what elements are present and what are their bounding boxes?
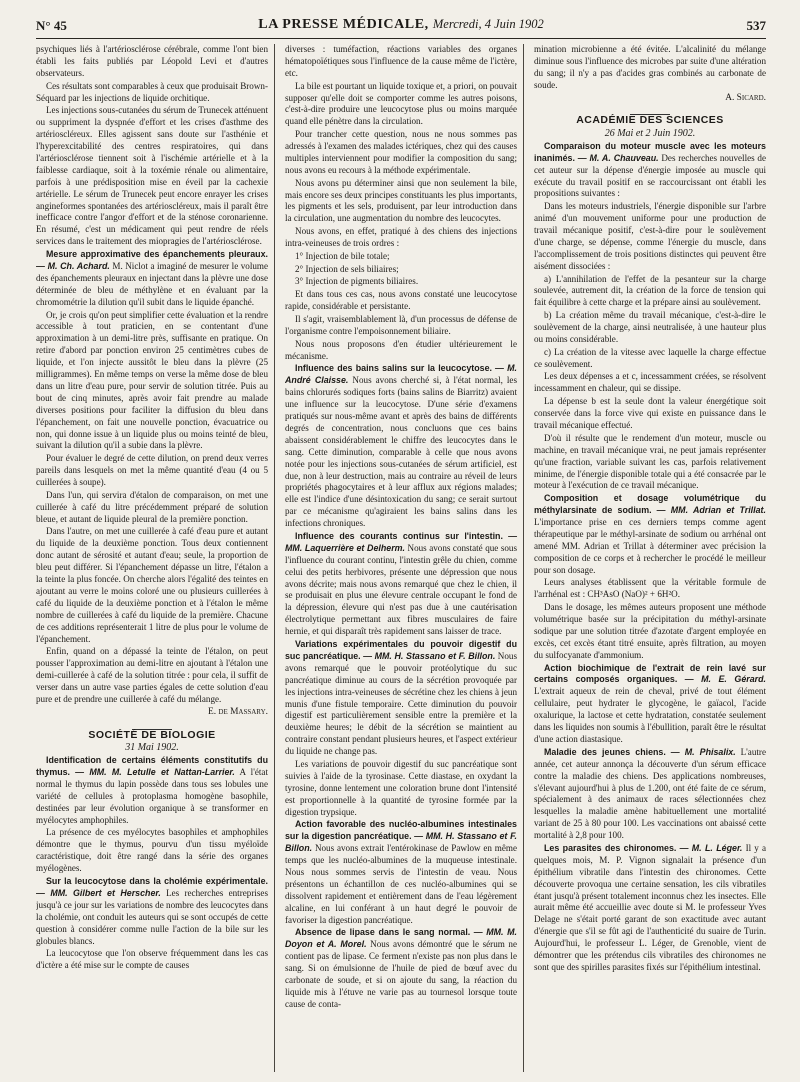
paragraph: Les deux dépenses a et c, incessamment créées, se résolvent incessamment en chaleur, qui se dissipe. [534,371,766,394]
paragraph: Et dans tous ces cas, nous avons constaté une leucocytose rapide, considérable et persistante. [285,289,517,312]
paragraph: La présence de ces myélocytes basophiles et amphophiles démontre que le thymus, pourvu d'un tissu myéloïde caractéristique, doit être rangé dans la série des organes myélogènes. [36,827,268,874]
article-lead [285,819,517,926]
article-title: Action biochimique de l'extrait de rein lavé sur certains composés organiques. [534,662,766,685]
paragraph: Les variations de pouvoir digestif du suc pancréatique sont suivies à l'aide de la tyrosinase. Cette diastase, en oxydant la tyrosine, donne lentement une coloration brune dont l'intensité est proportionnelle à la quantité de tyrosine formée par la digestion trypsique. [285,758,517,817]
paragraph: c) La création de la vitesse avec laquelle la charge effectue ce soulèvement. [534,346,766,369]
article-text: Des recherches nouvelles de cet auteur sur la dépense d'énergie imposée au muscle qui exécute du travail positif en se raccourcissant ont établi les propositions suivantes : [534,152,766,199]
article-lead [36,249,268,309]
article-lead [36,876,268,947]
paragraph: Leurs analyses établissent que la véritable formule de l'arrhénal est : CH³AsO (NaO)² + 6H²O. [534,577,766,600]
article-text: M. Niclot a imaginé de mesurer le volume des épanchements pleuraux en injectant dans la plèvre une dose déterminée de bleu de méthylène et en évaluant par la chromométrie la dilution qu'il subit dans le liquide épanché. [36,260,269,307]
paragraph: b) La création même du travail mécanique, c'est-à-dire le soulèvement de la charge, ainsi neutralisée, à une hauteur plus ou moins considérable. [534,310,766,344]
article-author: — M. André Claisse. [285,363,517,386]
article-lead [285,639,517,758]
article-text: Nous avons remarqué que le pouvoir protéolytique du suc pancréatique diminue au cours de la sécrétion provoquée par les injections intra-veineuses de sécrétine chez les chiens à jeun munis d'une fistule temporaire. Cette diminution du pouvoir digestif est particulièrement sensible entre la première et la deuxième heures; le débit de la sécrétion se maintient au contraire constant pendant plusieurs heures, et l'aspect extérieur du liquide ne change pas. [285,650,517,757]
journal-title: LA PRESSE MÉDICALE, [258,17,429,32]
article-title: Maladie des jeunes chiens. [544,746,666,757]
article-author: — M. A. Chauveau. [577,152,659,163]
section-heading: SOCIÉTÉ DE BIOLOGIE [88,728,216,741]
article-text: L'importance prise en ces derniers temps comme agent thérapeutique par le méthyl-arsinate de sodium ou arrhénal ont amené MM. Adrian et Trillat à déterminer avec précision la composition de ce corps et à rechercher le procédé le meilleur pour son dosage. [534,517,766,575]
paragraph: a) L'annihilation de l'effet de la pesanteur sur la charge soulevée, autrement dit, la création de la force de tension qui fait équilibre à cette charge et la prépare ainsi au soulèvement. [534,273,766,308]
article-lead [534,663,766,746]
paragraph: diverses : tuméfaction, réactions variables des organes hématopoïétiques sous l'influence de la cause même de l'ictère, etc. [285,44,517,78]
article-text: Nous avons démontré que le sérum ne contient pas de lipase. Ce ferment n'existe pas non plus dans le sang. Si on émulsionne de l'huile de pied de bœuf avec du carbonate de soude, et si on ajoute du sang, la réaction du liquide mis à l'étuve ne varie pas au tournesol lorsque toute cause de conta- [285,939,518,1009]
article-title: Identification de certains éléments constitutifs du thymus. [36,755,268,778]
article-author: — MM. M. Doyon et A. Morel. [285,927,517,950]
article-lead [36,755,268,826]
article-author: — M. E. Gérard. [684,674,766,685]
article-author: — M. Phisalix. [670,746,736,757]
paragraph: Nous avons, en effet, pratiqué à des chiens des injections intra-veineuses de trois ordres : [285,226,517,249]
paragraph: Dans le dosage, les mêmes auteurs proposent une méthode volumétrique basée sur la précipitation du méthyl-arsinate sodique par une solution titrée d'azotate d'argent employée en excès, cet excès étant titré ensuite, après filtration, au moyen du sulfocyanate d'ammonium. [534,602,766,660]
article-title: Les parasites des chironomes. [544,842,677,853]
article-text: Nous avons extrait l'entérokinase de Pawlow en même temps que les nucléo-albumines de la muqueuse intestinale. Nous nous sommes servis de l'intestin de veau. Nous présentons un échantillon de ces nucléo-albumines qui se dissolvent rapidement et entièrement dans de l'eau légèrement alcaline, en lui conférant à un haut degré le pouvoir de favoriser la digestion pancréatique. [285,843,517,925]
article-title: Mesure approximative des épanchements pleuraux. [46,249,268,260]
article-author: — M. Ch. Achard. [36,260,110,271]
article-text: Nous avons cherché si, à l'état normal, les bains chlorurés sodiques forts (bains salins de Biarritz) avaient une influence sur la leucocytose. D'une série d'examens pratiqués sur nous-même avant et après des bains de différents degrés de concentration, nous concluons que ces bains abaissent considérablement le chiffre des leucocytes dans le sang. Cette diminution, comparable à celle que nous avons notée pour les injections sous-cutanées de sérum artificiel, est due, non à leur destruction, mais au contraire au réveil de leurs propriétés phagocytaires et à leur afflux aux régions malades; elle est l'indice d'une désintoxication du sang; ce serait surtout par ce mécanisme qu'agiraient les bains salins dans les infections chroniques. [285,375,517,529]
paragraph: D'où il résulte que le rendement d'un moteur, muscle ou machine, en travail mécanique vrai, ne peut jamais représenter qu'une fraction, variable suivant les cas, parfois relativement minime, de l'énergie disponible totale qui a été consacrée par le moteur à l'exécution de ce travail mécanique. [534,432,766,491]
article-title: Composition et dosage volumétrique du méthylarsinate de sodium. [534,493,766,516]
paragraph: Dans l'un, qui servira d'étalon de comparaison, on met une cuillerée à café du litre précédemment préparé de solution bleue, et autant de liquide pleural de la première ponction. [36,489,268,524]
paragraph: Nous nous proposons d'en étudier ultérieurement le mécanisme. [285,338,517,361]
article-author: — MM. Laquerrière et Delherm. [285,530,517,553]
masthead [36,14,766,39]
article-author: — M. L. Léger. [679,842,743,853]
article-text: L'extrait aqueux de rein de cheval, privé de tout élément cellulaire, peut hydrater le glycogène, le gaïacol, l'acide oxalurique, la lactose et cette hydratation, constatée seulement dans les liquides non soumis à l'ébullition, paraît être le résultat d'une action diastasique. [534,686,766,745]
section-date: 31 Mai 1902. [125,742,179,754]
list-item: 2° Injection de sels biliaires; [295,263,399,274]
section-heading: ACADÉMIE DES SCIENCES [576,114,724,127]
list-item: 3° Injection de pigments biliaires. [295,276,419,287]
paragraph: psychiques liés à l'artériosclérose cérébrale, comme l'ont bien établi les faits publiés par Léopold Levi et d'autres observateurs. [36,44,268,78]
article-lead [534,141,766,201]
paragraph: Dans l'autre, on met une cuillerée à café d'eau pure et autant du liquide de la deuxième ponction. Tous deux contiennent donc autant de sérosité et autant d'eau; seule, la proportion de bleu peut différer. Si l'épanchement dépasse un litre, l'étalon a la teinte la plus foncée. On cherche alors l'égalité des teintes en ajoutant au verre le moins coloré une ou plusieurs cuillerées à café du liquide de la deuxième ponction et à l'étalon le même nombre de cuillerées à café du liquide de la première. Chacune de ces additions représenterait 1 litre de plus pour le volume de l'épanchement. [36,526,268,644]
article-title: Comparaison du moteur muscle avec les moteurs inanimés. [534,140,766,163]
issue-date: Mercredi, 4 Juin 1902 [432,17,544,31]
article-text: Nous avons constaté que sous l'influence du courant continu, l'intestin grêle du chien, comme celui des petits herbivores, présente une dépression que nous avons décrite; mais nous avons remarqué que chez le chien, il se produisait en plus une élevure centrale occupant le fond de la dépression, élevure qui n'est pas due à une cautérisation électrolytique permettant aux fibres musculaires de faire hernie, et qui disparaît très rapidement sans laisser de trace. [285,542,517,637]
article-title: Sur la leucocytose dans la cholémie expérimentale. [46,876,268,886]
article-author: — MM. H. Stassano et F. Billon. [285,831,517,854]
paragraph: La leucocytose que l'on observe fréquemment dans les cas d'ictère a été mise sur le compte de causes [36,948,268,971]
article-title: Influence des bains salins sur la leucocytose. [295,363,492,374]
paragraph: La dépense b est la seule dont la valeur énergétique soit conservée dans la force vive qui existe en puissance dans le travail mécanique effectué. [534,396,766,430]
article-title: Absence de lipase dans le sang normal. [295,927,471,938]
journal-title-line [36,17,766,33]
article-text: Il y a quelques mois, M. P. Vignon signalait la présence d'un épithélium vibratile dans l'intestin des chironomes. Cette découverte provoqua une certaine sensation, les cils vibratiles étant jusqu'à présent totalement inconnus chez les insectes. Elle aurait même été accueillie avec doute si M. le professeur Yves Delage ne s'était porté garant de son exactitude avec autant d'énergie que s'il se fût agi de l'authenticité du suaire de Turin. Aujourd'hui, le professeur L. Léger, de Grenoble, vient de démontrer que les prétendus cils vibratiles des chironomes ne sont que des spirilles parasites fixés sur l'épithélium intestinal. [534,842,766,973]
column-2 [285,44,524,1072]
article-lead [534,843,766,974]
column-3 [534,44,766,1072]
article-author: — MM. Gilbert et Herscher. [36,887,161,898]
page-number: 537 [746,18,766,33]
article-text: L'autre année, cet auteur annonça la découverte d'un sérum efficace contre la maladie des chiens. Des applications nombreuses, s'élevant aujourd'hui à plus de 1.200, ont été faite de ce sérum, spécialement à des animaux de races sélectionnées chez lesquelles la maladie amène habituellement une mortalité variant de 25 à 80 pour 100. Les vaccinations ont abaissé cette mortalité à 2,8 pour 100. [534,746,766,841]
signature: A. Sicard. [725,92,766,103]
paragraph: Pour évaluer le degré de cette dilution, on prend deux verres pareils dans lesquels on met la même quantité d'eau (4 ou 5 cuillerées à soupe). [36,453,268,488]
article-author: — MM. H. Stassano et F. Billon. [363,650,496,661]
paragraph: Les injections sous-cutanées du sérum de Trunecek atténuent ou suppriment la dyspnée d'effort et les crises d'asthme des artérioscléreux. Elles agissent sans doute sur l'asthénie et l'hyperexcitabilité des centres respiratoires, qui dans l'artériosclérose tiennent soit à l'ischémie artérielle et à la faiblesse cardiaque, soit à la toxémie rénale ou alimentaire, parfois à une prédisposition mise en éveil par la cachexie artérielle. Le sérum de Trunecek peut encore enrayer les crises angineformes spontanées des artérioscléreux, mais il paraît être inefficace contre l'angor d'effort et de la sténose coronarienne. En résumé, c'est un médicament qui peut rendre de réels services dans le traitement des miopragies de l'artériosclérose. [36,105,268,247]
article-lead [534,747,766,842]
article-text: A l'état normal le thymus du lapin possède dans tous ses lobules une variété de cellules à protoplasma homogène basophile, destinées par leur évolution organique à se transformer en myélocytes amphophiles. [36,767,268,825]
issue-number: N° 45 [36,18,67,33]
signature: E. de Massary. [207,706,268,717]
article-text: Les recherches entreprises jusqu'à ce jour sur les variations de nombre des leucocytes dans la cholémie, ont conduit les auteurs qui se sont occupés de cette question à considérer comme nulle l'action de la bile sur les globules blancs. [36,887,268,946]
paragraph: La bile est pourtant un liquide toxique et, a priori, on pouvait supposer qu'elle doit se comporter comme les autres poisons, c'est-à-dire produire une leucocytose plus ou moins marquée quand elle pénètre dans la circulation. [285,80,517,127]
paragraph: mination microbienne a été évitée. L'alcalinité du mélange diminue sous l'influence des microbes par suite d'une altération du sang; il n'y a pas d'acides gras combinés au carbonate de soude. [534,44,766,90]
article-lead [534,493,766,576]
list-item: 1° Injection de bile totale; [295,250,390,261]
article-lead [285,531,517,638]
article-lead [285,363,517,530]
text-columns [36,44,766,1072]
paragraph: Nous avons pu déterminer ainsi que non seulement la bile, mais encore ses deux principes constituants les plus importants, les pigments et les sels, produisent, par leur introduction dans la circulation, une augmentation du nombre des leucocytes. [285,177,517,224]
paragraph: Ces résultats sont comparables à ceux que produisait Brown-Séquard par les injections de liquide orchitique. [36,80,268,103]
paragraph: Il s'agit, vraisemblablement là, d'un processus de défense de l'organisme contre l'empoisonnement biliaire. [285,313,517,336]
paragraph: Dans les moteurs industriels, l'énergie disponible sur l'arbre animé d'un mouvement uniforme pour une production de travail mécanique positif, c'est-à-dire pour le soulèvement d'une charge, se dépense, comme l'énergie du muscle, dans l'accomplissement de trois positions distinctes qui peuvent être aisément dissociées : [534,201,766,271]
article-title: Variations expérimentales du pouvoir digestif du suc pancréatique. [285,638,517,661]
article-title: Action favorable des nucléo-albumines intestinales sur la digestion pancréatique. [285,819,517,842]
article-lead [285,927,517,1010]
column-1 [36,44,275,1072]
section-date: 26 Mai et 2 Juin 1902. [604,128,696,140]
paragraph: Pour trancher cette question, nous ne nous sommes pas adressés à l'examen des malades ictériques, chez qui des causes multiples interviennent pour modifier la composition du sang; nous avons eu recours à la méthode expérimentale. [285,129,517,175]
paragraph: Or, je crois qu'on peut simplifier cette évaluation et la rendre accessible à tout praticien, en se contentant d'une approximation à un demi-litre près, suffisante en pratique. On retire d'abord par ponction environ 25 centimètres cubes de liquide, et l'on injecte aussitôt le bleu dans la plèvre (25 milligrammes). En même temps on verse la même dose de bleu dans un litre d'eau pure, pour servir de solution titrée. Puis au bout de cinq minutes, après avoir fait prendre au malade diverses positions pour faciliter la diffusion du bleu dans l'épanchement, on fait une nouvelle ponction, évacuatrice ou non, qui donne issue à un liquide plus ou moins teinté de bleu, suivant la dilution qu'il a subie dans la plèvre. [36,309,268,451]
article-author: — MM. Adrian et Trillat. [656,505,766,516]
paragraph: Enfin, quand on a dépassé la teinte de l'étalon, on peut pousser l'approximation au demi-litre en ajoutant à l'étalon une demi-cuillerée à café de la solution titrée : pour cela, il suffit de verser dans un autre vase parties égales de cette solution d'eau pure et de prendre une cuillerée à café du mélange. [36,646,268,705]
article-author: — MM. M. Letulle et Nattan-Larrier. [75,767,235,778]
article-title: Influence des courants continus sur l'intestin. [295,530,503,541]
